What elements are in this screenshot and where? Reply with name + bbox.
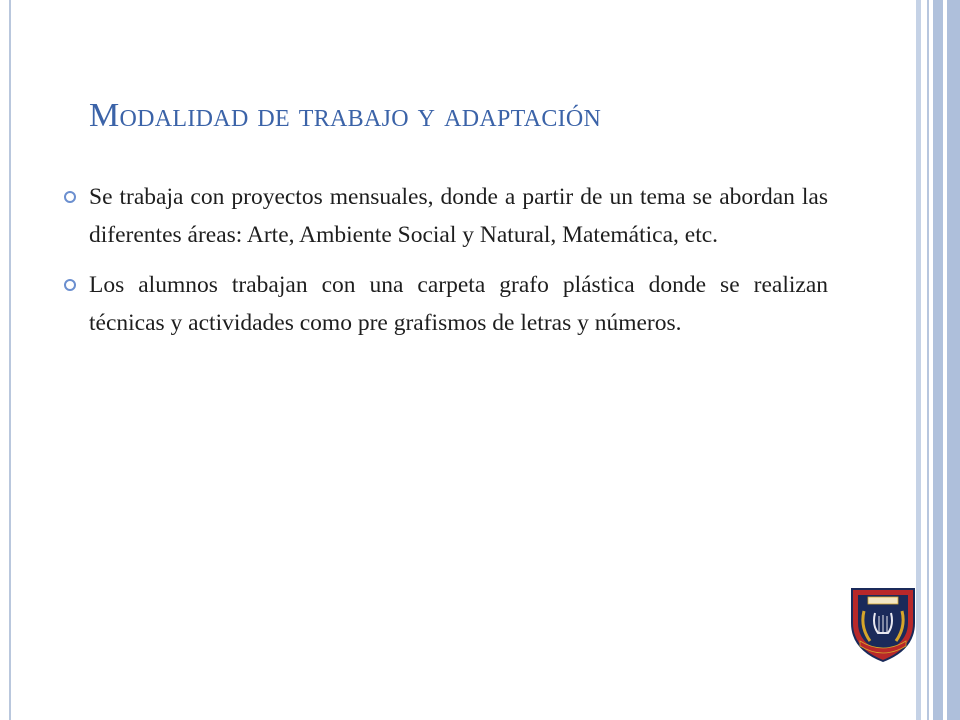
bullet-list [60,178,828,354]
left-border-line [9,0,11,720]
right-decorative-bars [916,0,960,720]
bullet-item [60,266,828,342]
slide-title: Modalidad de trabajo y adaptación [89,97,602,134]
school-crest-logo-icon [848,583,918,663]
circle-bullet-icon [63,190,77,204]
decorative-bar [947,0,960,720]
decorative-bar [927,0,929,720]
circle-bullet-icon [63,278,77,292]
bullet-text: Los alumnos trabajan con una carpeta grafo plástica donde se realizan técnicas y actividades como pre grafismos de letras y números. [89,272,828,336]
bullet-item [60,178,828,254]
bullet-text: Se trabaja con proyectos mensuales, donde a partir de un tema se abordan las diferentes áreas: Arte, Ambiente Social y Natural, Matemática, etc. [89,184,828,248]
decorative-bar [933,0,943,720]
